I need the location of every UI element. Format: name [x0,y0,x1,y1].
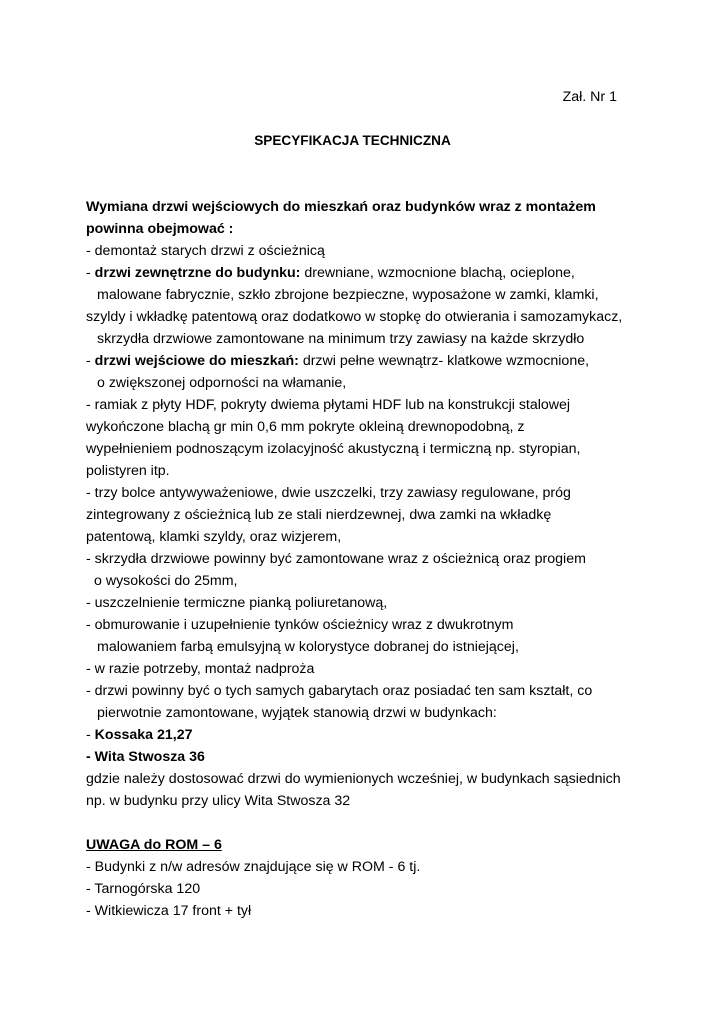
spec-line: pierwotnie zamontowane, wyjątek stanowią drzwi w budynkach: [97,705,497,721]
note-line: - Tarnogórska 120 [86,881,201,897]
spec-line: wypełnieniem podnoszącym izolacyjność akustyczną i termiczną np. styropian, [86,441,581,457]
spec-line: malowane fabrycznie, szkło zbrojone bezpieczne, wyposażone w zamki, klamki, [97,287,599,303]
spec-line: o wysokości do 25mm, [94,573,238,589]
annex-number: Zał. Nr 1 [562,89,617,105]
bullet-dash: - [86,265,95,281]
spec-line: gdzie należy dostosować drzwi do wymienionych wcześniej, w budynkach sąsiednich [86,771,621,787]
address-wita-stwosza: - Wita Stwosza 36 [86,749,205,765]
bullet-dash: - [86,727,95,743]
spec-line: patentową, klamki szyldy, oraz wizjerem, [86,529,342,545]
spec-line: - uszczelnienie termiczne pianką poliuretanową, [86,595,388,611]
address-kossaka: Kossaka 21,27 [94,727,193,743]
exception-address [86,725,192,745]
spec-line: szyldy i wkładkę patentową oraz dodatkowo w stopkę do otwierania i samozamykacz, [86,309,623,325]
spec-line: - w razie potrzeby, montaż nadproża [86,661,315,677]
spec-line: - ramiak z płyty HDF, pokryty dwiema płytami HDF lub na konstrukcji stalowej [86,397,571,413]
spec-text: drzwi pełne wewnątrz- klatkowe wzmocnione, [298,353,590,369]
spec-line: - skrzydła drzwiowe powinny być zamontowane wraz z ościeżnicą oraz progiem [86,551,586,567]
apartment-doors-heading: drzwi wejściowe do mieszkań: [94,353,299,369]
spec-line: zintegrowany z ościeżnicą lub ze stali nierdzewnej, dwa zamki na wkładkę [86,507,552,523]
bullet-dash: - [86,353,95,369]
spec-line: o zwiększonej odporności na włamanie, [97,375,347,391]
note-line: - Witkiewicza 17 front + tył [86,903,252,919]
spec-line: polistyren itp. [86,463,170,479]
spec-line: skrzydła drzwiowe zamontowane na minimum trzy zawiasy na każde skrzydło [97,331,585,347]
spec-line [86,351,589,371]
document-title: SPECYFIKACJA TECHNICZNA [254,133,451,148]
exterior-doors-heading: drzwi zewnętrzne do budynku: [94,265,301,281]
spec-line: - obmurowanie i uzupełnienie tynków ościeżnicy wraz z dwukrotnym [86,617,514,633]
spec-line: np. w budynku przy ulicy Wita Stwosza 32 [86,793,351,809]
spec-line [86,263,575,283]
spec-line: wykończone blachą gr min 0,6 mm pokryte okleiną drewnopodobną, z [86,419,525,435]
intro-line-1: Wymiana drzwi wejściowych do mieszkań oraz budynków wraz z montażem [86,199,596,215]
note-heading: UWAGA do ROM – 6 [86,837,222,853]
spec-text: drewniane, wzmocnione blachą, ocieplone, [300,265,575,281]
intro-line-2: powinna obejmować : [86,221,234,237]
spec-line: - drzwi powinny być o tych samych gabarytach oraz posiadać ten sam kształt, co [86,683,593,699]
spec-line: - demontaż starych drzwi z ościeżnicą [86,243,325,259]
note-line: - Budynki z n/w adresów znajdujące się w ROM - 6 tj. [86,859,421,875]
spec-line: malowaniem farbą emulsyjną w kolorystyce dobranej do istniejącej, [97,639,519,655]
spec-line: - trzy bolce antywyważeniowe, dwie uszczelki, trzy zawiasy regulowane, próg [86,485,571,501]
